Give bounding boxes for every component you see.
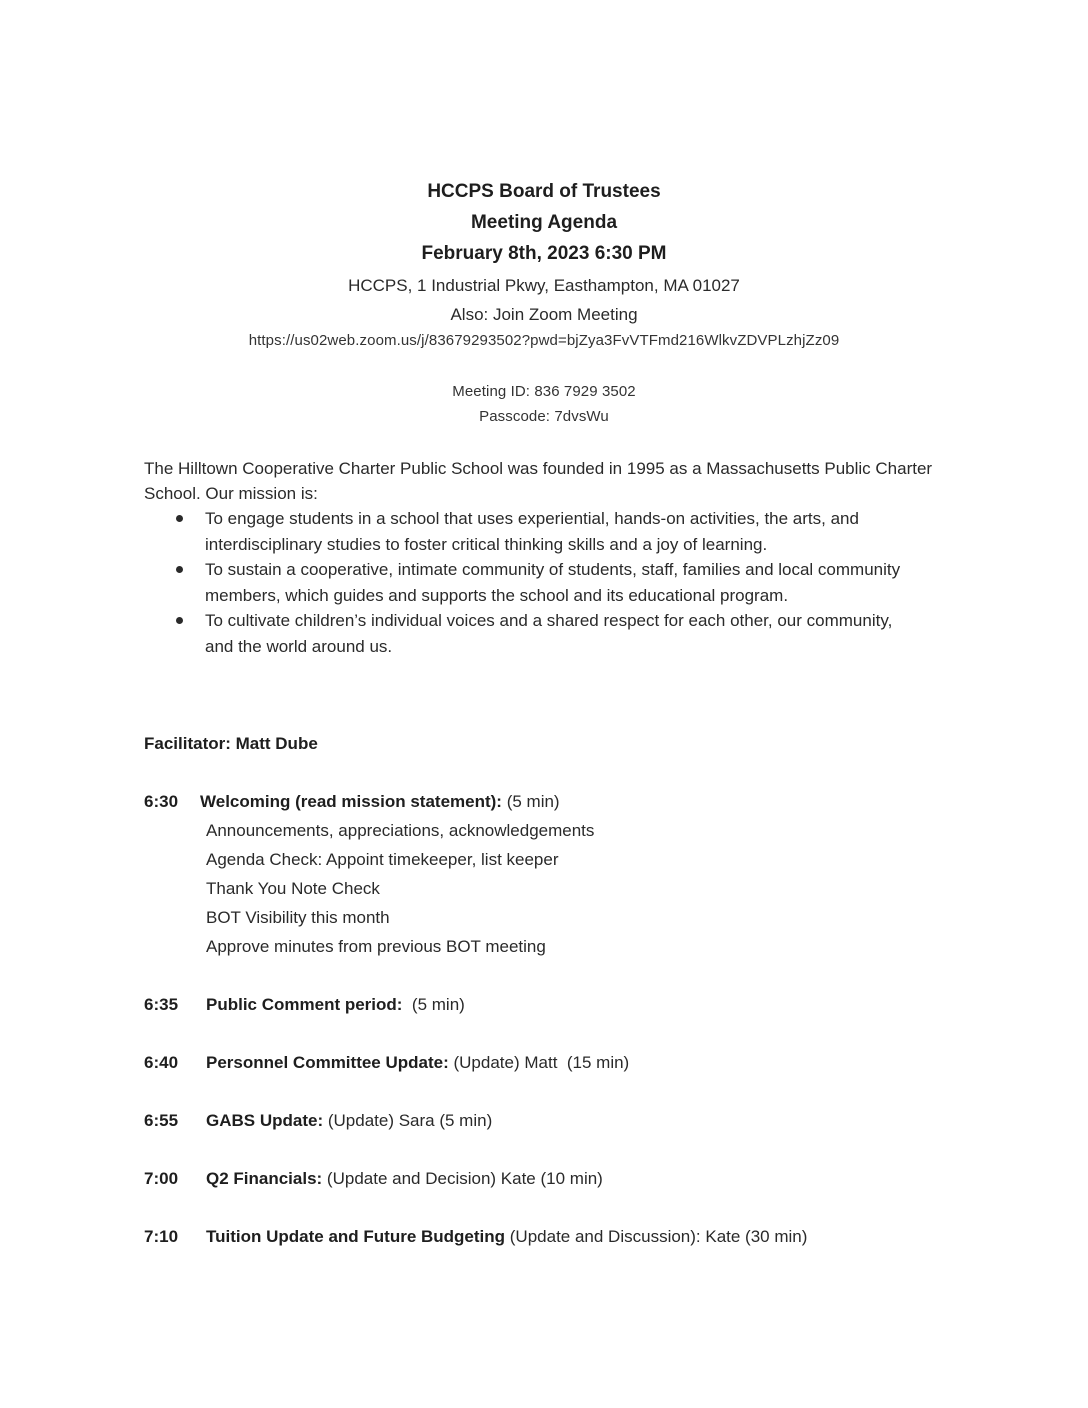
- mission-bullet-text: To sustain a cooperative, intimate community of students, staff, families and local community members, which guides and supports the school and its educational program.: [205, 560, 901, 605]
- agenda-subitem: BOT Visibility this month: [206, 908, 390, 927]
- facilitator-line: Facilitator: Matt Dube: [144, 734, 318, 753]
- agenda-item-detail: (Update and Discussion): Kate (30 min): [505, 1227, 808, 1246]
- agenda-item: [200, 792, 560, 812]
- agenda-time: 6:30: [144, 792, 179, 811]
- agenda-item-detail: (5 min): [501, 792, 560, 811]
- agenda-time: 6:55: [144, 1111, 179, 1130]
- agenda-item-title: Personnel Committee Update:: [206, 1053, 449, 1072]
- agenda-item: [206, 1111, 492, 1131]
- meeting-id: Meeting ID: 836 7929 3502: [452, 383, 636, 400]
- agenda-subitem: Announcements, appreciations, acknowledgements: [206, 821, 595, 840]
- agenda-item-detail: (Update and Decision) Kate (10 min): [322, 1169, 603, 1188]
- agenda-time: 7:10: [144, 1227, 179, 1246]
- agenda-item: [206, 1227, 807, 1247]
- mission-bullet-item: [172, 506, 912, 557]
- agenda-subitem: Approve minutes from previous BOT meeting: [206, 937, 546, 956]
- agenda-subitem: Thank You Note Check: [206, 879, 380, 898]
- agenda-item-title: Tuition Update and Future Budgeting: [206, 1227, 506, 1246]
- document-title: Meeting Agenda: [470, 212, 618, 233]
- zoom-link[interactable]: https://us02web.zoom.us/j/83679293502?pwd=bjZya3FvVTFmd216WlkvZDVPLzhjZz09: [248, 332, 840, 349]
- agenda-time: 6:35: [144, 995, 179, 1014]
- agenda-item-detail: (5 min): [402, 995, 465, 1014]
- mission-bullet-item: [172, 608, 912, 659]
- meeting-passcode: Passcode: 7dvsWu: [479, 408, 609, 425]
- agenda-item: [206, 995, 465, 1015]
- agenda-subitem: Agenda Check: Appoint timekeeper, list keeper: [206, 850, 559, 869]
- bullet-dot-icon: [176, 515, 183, 522]
- mission-bullet-list: [172, 506, 912, 659]
- meeting-address: HCCPS, 1 Industrial Pkwy, Easthampton, MA 01027: [348, 276, 740, 295]
- agenda-item: [206, 1053, 629, 1073]
- agenda-item: [206, 1169, 603, 1189]
- bullet-dot-icon: [176, 566, 183, 573]
- mission-bullet-item: [172, 557, 912, 608]
- agenda-item-title: Public Comment period:: [206, 995, 403, 1014]
- agenda-item-title: Q2 Financials:: [206, 1169, 323, 1188]
- mission-bullet-text: To cultivate children’s individual voices and a shared respect for each other, our community, and the world around us.: [205, 611, 893, 656]
- bullet-dot-icon: [176, 617, 183, 624]
- agenda-item-detail: (Update) Matt (15 min): [448, 1053, 630, 1072]
- agenda-item-title: GABS Update:: [206, 1111, 324, 1130]
- agenda-item-title: Welcoming (read mission statement):: [200, 792, 502, 811]
- mission-intro: The Hilltown Cooperative Charter Public School was founded in 1995 as a Massachusetts Public Charter School. Our mission is:: [144, 459, 933, 503]
- agenda-item-detail: (Update) Sara (5 min): [323, 1111, 493, 1130]
- mission-bullet-text: To engage students in a school that uses experiential, hands-on activities, the arts, and interdisciplinary studies to foster critical thinking skills and a joy of learning.: [205, 509, 859, 554]
- zoom-label: Also: Join Zoom Meeting: [450, 305, 638, 324]
- org-title: HCCPS Board of Trustees: [427, 181, 661, 202]
- agenda-time: 6:40: [144, 1053, 179, 1072]
- meeting-date-time: February 8th, 2023 6:30 PM: [421, 243, 667, 264]
- agenda-time: 7:00: [144, 1169, 179, 1188]
